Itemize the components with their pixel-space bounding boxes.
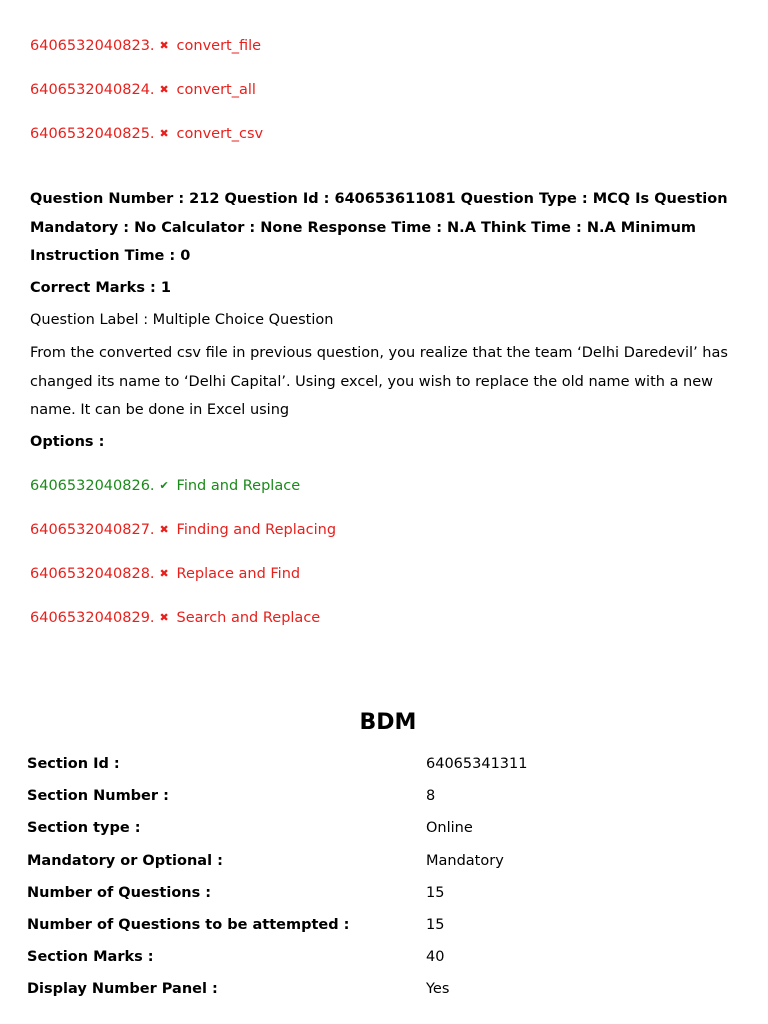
- option-text: Finding and Replacing: [176, 522, 337, 538]
- question-stem: From the converted csv file in previous question, you realize that the team ‘Delhi Daredevil’ has changed its name to ‘Delhi Capital’. Using excel, you wish to replace the old name with a new name. It can be done in Excel using: [30, 345, 728, 418]
- option-id: 6406532040829.: [30, 610, 155, 626]
- row-label: Section Number :: [27, 788, 169, 804]
- question-label: Question Label : Multiple Choice Question: [30, 312, 334, 328]
- option-id: 6406532040826.: [30, 478, 155, 494]
- option-text: Replace and Find: [176, 566, 301, 582]
- cross-icon: ✖: [159, 83, 169, 96]
- option-item: [30, 478, 300, 494]
- option-item: [30, 38, 261, 54]
- row-value: 8: [426, 788, 436, 804]
- options-heading: Options :: [30, 434, 105, 450]
- row-label: Number of Questions :: [27, 885, 212, 901]
- option-text: convert_csv: [176, 126, 264, 142]
- option-id: 6406532040827.: [30, 522, 155, 538]
- row-label: Display Number Panel :: [27, 981, 218, 997]
- row-value: Mandatory: [426, 853, 504, 869]
- option-item: [30, 82, 256, 98]
- row-label: Section Marks :: [27, 949, 154, 965]
- option-text: Find and Replace: [176, 478, 301, 494]
- row-label: Mandatory or Optional :: [27, 853, 223, 869]
- cross-icon: ✖: [159, 127, 169, 140]
- row-label: Section Id :: [27, 756, 120, 772]
- correct-marks: Correct Marks : 1: [30, 280, 171, 296]
- option-text: convert_all: [176, 82, 256, 98]
- option-item: [30, 522, 336, 538]
- cross-icon: ✖: [159, 611, 169, 624]
- row-value: 15: [426, 885, 445, 901]
- row-label: Number of Questions to be attempted :: [27, 917, 350, 933]
- cross-icon: ✖: [159, 523, 169, 536]
- option-id: 6406532040828.: [30, 566, 155, 582]
- section-title: BDM: [359, 710, 417, 735]
- option-item: [30, 126, 263, 142]
- row-value: Online: [426, 820, 473, 836]
- row-value: 40: [426, 949, 445, 965]
- option-text: convert_file: [176, 38, 262, 54]
- option-item: [30, 566, 300, 582]
- row-label: Section type :: [27, 820, 141, 836]
- question-meta: Question Number : 212 Question Id : 640653611081 Question Type : MCQ Is Question Mandatory : No Calculator : None Response Time : N.A Think Time : N.A Minimum Instruction Time : 0: [30, 191, 728, 264]
- cross-icon: ✖: [159, 567, 169, 580]
- option-item: [30, 610, 320, 626]
- option-id: 6406532040825.: [30, 126, 155, 142]
- row-value: 64065341311: [426, 756, 528, 772]
- option-id: 6406532040823.: [30, 38, 155, 54]
- check-icon: ✔: [159, 479, 169, 492]
- cross-icon: ✖: [159, 39, 169, 52]
- option-id: 6406532040824.: [30, 82, 155, 98]
- row-value: 15: [426, 917, 445, 933]
- row-value: Yes: [426, 981, 450, 997]
- option-text: Search and Replace: [176, 610, 321, 626]
